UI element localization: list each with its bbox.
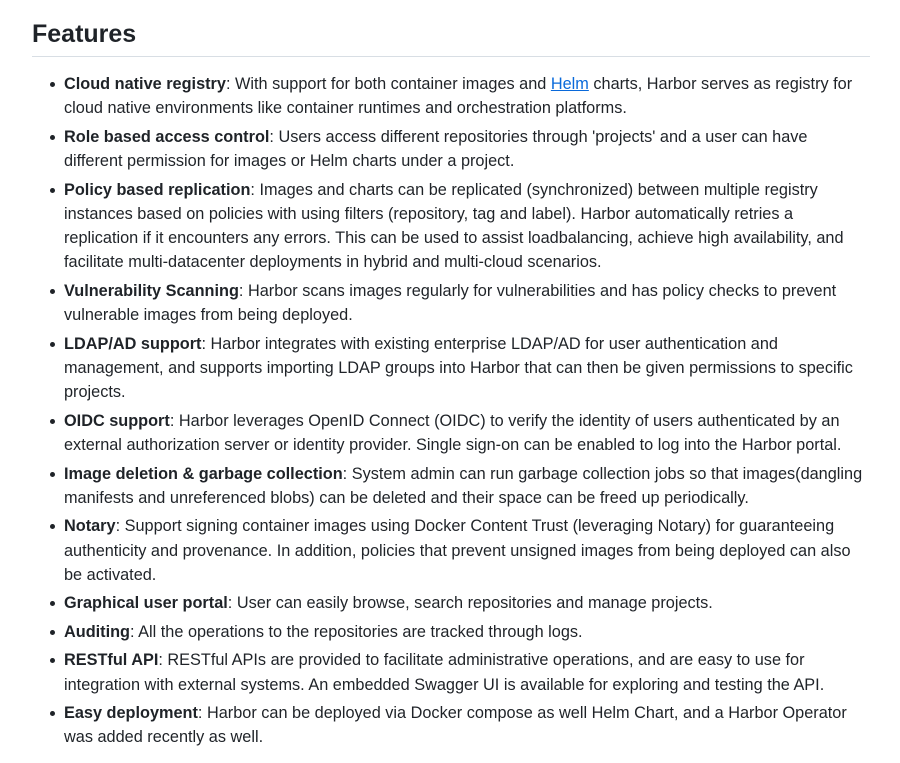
feature-name: Role based access control	[64, 127, 270, 146]
features-section	[32, 0, 870, 747]
list-item	[32, 72, 870, 121]
feature-description: : Support signing container images using Docker Content Trust (leveraging Notary) for guaranteeing authenticity and provenance. In addition, policies that prevent unsigned images from being deployed can also be activated.	[64, 517, 851, 584]
feature-description: charts, Harbor serves as registry for cloud native environments like container runtimes and orchestration platforms.	[64, 75, 853, 118]
feature-description: : Users access different repositories through 'projects' and a user can have different permission for images or Helm charts under a project.	[64, 127, 808, 171]
feature-name: Image deletion & garbage collection	[64, 464, 343, 483]
features-list	[32, 72, 870, 754]
feature-name: Easy deployment	[64, 704, 198, 723]
feature-description: : Harbor leverages OpenID Connect (OIDC) to verify the identity of users authenticated by an external authorization server or identity provider. Single sign-on can be enabled to log into the Harbor portal.	[64, 411, 842, 455]
feature-name: Policy based replication	[64, 180, 251, 199]
feature-description: : All the operations to the repositories are tracked through logs.	[130, 622, 583, 641]
list-item	[32, 514, 870, 587]
list-item	[32, 620, 870, 644]
list-item	[32, 279, 870, 328]
feature-description: : RESTful APIs are provided to facilitate administrative operations, and are easy to use for integration with external systems. An embedded Swagger UI is available for exploring and testing the API.	[64, 651, 825, 694]
list-item	[32, 178, 870, 275]
feature-description: : Harbor integrates with existing enterprise LDAP/AD for user authentication and management, and supports importing LDAP groups into Harbor that can then be given permissions to specific projects.	[64, 334, 853, 402]
feature-description: : Harbor scans images regularly for vulnerabilities and has policy checks to prevent vulnerable images from being deployed.	[64, 281, 837, 325]
feature-name: Cloud native registry	[64, 75, 226, 93]
feature-name: RESTful API	[64, 651, 159, 670]
list-item	[32, 591, 870, 615]
feature-name: Auditing	[64, 622, 131, 641]
list-item	[32, 332, 870, 405]
feature-name: Notary	[64, 517, 116, 536]
feature-description: : With support for both container images and	[225, 75, 551, 93]
feature-name: Vulnerability Scanning	[64, 281, 239, 300]
feature-description: : System admin can run garbage collection jobs so that images(dangling manifests and unreferenced blobs) can be deleted and their space can be freed up periodically.	[64, 464, 863, 507]
feature-name: LDAP/AD support	[64, 334, 202, 353]
list-item	[32, 409, 870, 458]
feature-name: Graphical user portal	[64, 594, 228, 613]
list-item	[32, 462, 870, 511]
feature-name: OIDC support	[64, 411, 170, 430]
list-item	[32, 648, 870, 697]
feature-description: : User can easily browse, search repositories and manage projects.	[227, 594, 713, 613]
list-item	[32, 125, 870, 174]
list-item	[32, 701, 870, 750]
helm-link[interactable]: Helm	[550, 75, 589, 93]
feature-description: : Images and charts can be replicated (synchronized) between multiple registry instances based on policies with using filters (repository, tag and label). Harbor automatically retries a replication if it encounters any errors. This can be used to assist loadbalancing, achieve high availability, and facilitate multi-datacenter deployments in hybrid and multi-cloud scenarios.	[64, 180, 844, 272]
page-title: Features	[32, 0, 870, 57]
feature-description: : Harbor can be deployed via Docker compose as well Helm Chart, and a Harbor Operator was added recently as well.	[64, 704, 847, 747]
